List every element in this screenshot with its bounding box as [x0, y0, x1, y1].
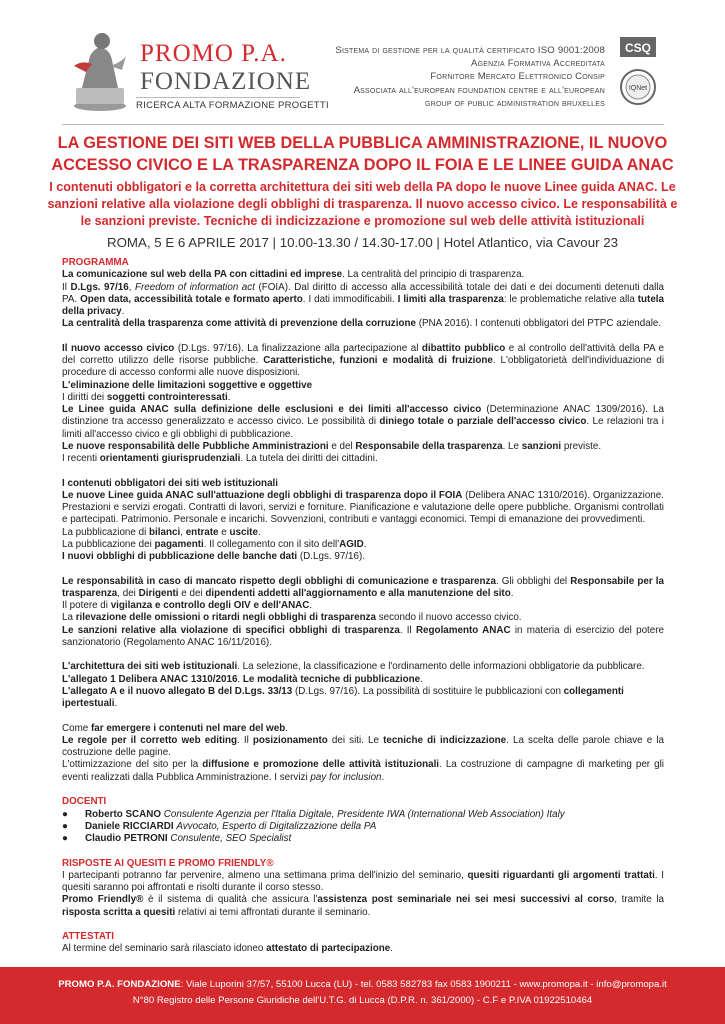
subtitle-line: I contenuti obbligatori e la corretta architettura dei siti web della PA dopo le nuove Linee guida ANAC. Le	[49, 180, 676, 194]
fondazione-statue-logo-icon	[62, 26, 140, 112]
subtitle-line: le sanzioni previste. Tecniche di indicizzazione e promozione sul web delle attività istituzionali	[80, 214, 645, 228]
document-title	[40, 132, 685, 176]
paragraph: L'ottimizzazione del sito per la diffusione e promozione delle attività istituzionali. La costruzione di campagne di marketing per gli eventi realizzati dalla Pubblica Amministrazione. I servizi pay for inclusion.	[62, 759, 664, 783]
subtitle-line: sanzioni relative alla violazione degli obblighi di trasparenza. Il nuovo accesso civico. Le responsabilità e	[47, 197, 678, 211]
event-info: ROMA, 5 E 6 APRILE 2017 | 10.00-13.30 / 14.30-17.00 | Hotel Atlantico, via Cavour 23	[106, 235, 618, 250]
bullet-icon: ●	[62, 808, 68, 820]
brand-name: PROMO P.A.	[140, 40, 287, 67]
brand-tagline: RICERCA ALTA FORMAZIONE PROGETTI	[136, 97, 300, 114]
paragraph: Le regole per il corretto web editing. Il posizionamento dei siti. Le tecniche di indicizzazione. La scelta delle parole chiave e la costruzione delle pagine.	[62, 734, 664, 759]
cert-line: Agenzia Formativa Accreditata	[470, 58, 605, 70]
paragraph: I diritti dei soggetti controinteressati.	[62, 391, 231, 403]
section-heading-docenti: DOCENTI	[62, 796, 107, 808]
list-item: ● Daniele RICCIARDI Avvocato, Esperto di Digitalizzazione della PA	[62, 820, 377, 832]
section-heading-attestati: ATTESTATI	[62, 931, 114, 943]
paragraph: Come far emergere i contenuti nel mare del web.	[62, 722, 288, 734]
paragraph: Al termine del seminario sarà rilasciato idoneo attestato di partecipazione.	[62, 943, 394, 955]
section-heading-programma: PROGRAMMA	[62, 257, 129, 268]
paragraph: I contenuti obbligatori dei siti web istituzionali	[62, 477, 279, 489]
bullet-icon: ●	[62, 833, 68, 845]
paragraph: Le nuove Linee guida ANAC sull'attuazione degli obblighi di trasparenza dopo il FOIA (Delibera ANAC 1310/2016). Organizzazione. Prestazioni e servizi erogati. Contratti di lavori, servizi e forniture. Pianificazione e valutazione delle opere pubbliche. Organismi controllati e partecipati. Patrimonio. Personale e incarichi. Sovvenzioni, contributi e vantaggi economici. Tempi di emanazione dei provvedimenti.	[62, 489, 664, 526]
title-line: LA GESTIONE DEI SITI WEB DELLA PUBBLICA AMMINISTRAZIONE, IL NUOVO	[57, 134, 668, 152]
svg-text:IQNet: IQNet	[628, 85, 648, 92]
cert-line: group of public administration bruxelles	[425, 97, 605, 109]
certifications-block	[335, 44, 605, 110]
svg-text:CSQ: CSQ	[624, 41, 652, 55]
paragraph: Le nuove responsabilità delle Pubbliche Amministrazioni e del Responsabile della trasparenza. Le sanzioni previste.	[62, 440, 602, 452]
paragraph: L'eliminazione delle limitazioni soggettive e oggettive	[62, 379, 313, 391]
list-item: ● Roberto SCANO Consulente Agenzia per l'Italia Digitale, Presidente IWA (International Web Association) Italy	[62, 808, 565, 820]
logo	[62, 26, 329, 112]
list-item: ● Claudio PETRONI Consulente, SEO Specialist	[62, 833, 292, 845]
header-divider	[62, 124, 664, 125]
paragraph: Promo Friendly® è il sistema di qualità che assicura l'assistenza post seminariale nei sei mesi successivi al corso, tramite la risposta scritta a quesiti relativi ai temi affrontati durante il seminario.	[62, 894, 664, 918]
document-subtitle	[40, 179, 685, 230]
section-heading-risposte: RISPOSTE AI QUESITI E PROMO FRIENDLY®	[62, 857, 274, 869]
paragraph: Il D.Lgs. 97/16, Freedom of information act (FOIA). Dal diritto di accesso alla accessibilità totale dei dati e dei documenti detenuti dalla PA. Open data, accessibilità totale e formato aperto. I dati immodificabili. I limiti alla trasparenza: le problematiche relative alla tutela della privacy.	[62, 281, 665, 317]
paragraph: Le responsabilità in caso di mancato rispetto degli obblighi di comunicazione e trasparenza. Gli obblighi del Responsabile per la trasparenza, dei Dirigenti e dei dipendenti addetti all'aggiornamento e alla manutenzione del sito.	[62, 575, 664, 599]
paragraph: Il nuovo accesso civico (D.Lgs. 97/16). La finalizzazione alla partecipazione al dibattito pubblico e al controllo dell'attività della PA e del corretto utilizzo delle risorse pubbliche. Caratteristiche, funzioni e modalità di fruizione. L'obbligatorietà dell'individuazione di procedure di accesso conformi alle nuove disposizioni.	[62, 342, 665, 379]
paragraph: L'allegato 1 Delibera ANAC 1310/2016. Le modalità tecniche di pubblicazione.	[62, 673, 423, 685]
cert-line: Associata all'european foundation centre e all'european	[353, 84, 605, 96]
footer-address: PROMO P.A. FONDAZIONE: Viale Luporini 37/57, 55100 Lucca (LU) - tel. 0583 582783 fax 0583 1900211 - www.promopa.it - info@promopa.it	[58, 979, 667, 990]
cert-line: Sistema di gestione per la qualità certificato ISO 9001:2008	[335, 45, 605, 56]
paragraph: La rilevazione delle omissioni o ritardi negli obblighi di trasparenza secondo il nuovo accesso civico.	[62, 612, 522, 624]
paragraph: Le Linee guida ANAC sulla definizione delle esclusioni e dei limiti all'accesso civico (Determinazione ANAC 1309/2016). La distinzione tra accesso generalizzato e accesso civico. Le possibilità di diniego totale o parziale dell'accesso civico. Le relazioni tra i limiti all'accesso civico e gli obblighi di pubblicazione.	[62, 404, 664, 440]
title-line: ACCESSO CIVICO E LA TRASPARENZA DOPO IL FOIA E LE LINEE GUIDA ANAC	[51, 156, 674, 174]
footer	[0, 967, 725, 1024]
paragraph: I nuovi obblighi di pubblicazione delle banche dati (D.Lgs. 97/16).	[62, 551, 366, 563]
bullet-icon: ●	[62, 820, 68, 832]
paragraph: L'architettura dei siti web istituzionali. La selezione, la classificazione e l'ordinamento delle informazioni obbligatorie da pubblicare.	[62, 661, 645, 673]
csq-iqnet-certification-icon	[620, 37, 656, 115]
paragraph: Il potere di vigilanza e controllo degli OIV e dell'ANAC.	[62, 600, 313, 612]
paragraph: La pubblicazione di bilanci, entrate e uscite.	[62, 526, 261, 538]
paragraph: L'allegato A e il nuovo allegato B del D.Lgs. 33/13 (D.Lgs. 97/16). La possibilità di sostituire le pubblicazioni con collegamenti ipertestuali.	[62, 685, 624, 710]
footer-registry: N°80 Registro delle Persone Giuridiche dell'U.T.G. di Lucca (D.P.R. n. 361/2000) - C.F e P.IVA 01922510464	[132, 995, 593, 1006]
paragraph: La centralità della trasparenza come attività di prevenzione della corruzione (PNA 2016). I contenuti obbligatori del PTPC aziendale.	[62, 318, 662, 330]
program-content	[62, 257, 664, 956]
paragraph: La comunicazione sul web della PA con cittadini ed imprese. La centralità del principio di trasparenza.	[62, 269, 525, 281]
paragraph: I recenti orientamenti giurisprudenziali. La tutela dei diritti dei cittadini.	[62, 453, 378, 465]
brand-subname: FONDAZIONE	[140, 68, 312, 95]
paragraph: Le sanzioni relative alla violazione di specifici obblighi di trasparenza. Il Regolamento ANAC in materia di esercizio del potere sanzionatorio (Regolamento ANAC 16/11/2016).	[62, 624, 665, 648]
paragraph: I partecipanti potranno far pervenire, almeno una settimana prima dell'inizio del seminario, quesiti riguardanti gli argomenti trattati. I quesiti saranno poi affrontati e risolti durante il corso stesso.	[62, 869, 664, 894]
cert-line: Fornitore Mercato Elettronico Consip	[430, 71, 605, 83]
paragraph: La pubblicazione dei pagamenti. Il collegamento con il sito dell'AGID.	[62, 538, 367, 550]
